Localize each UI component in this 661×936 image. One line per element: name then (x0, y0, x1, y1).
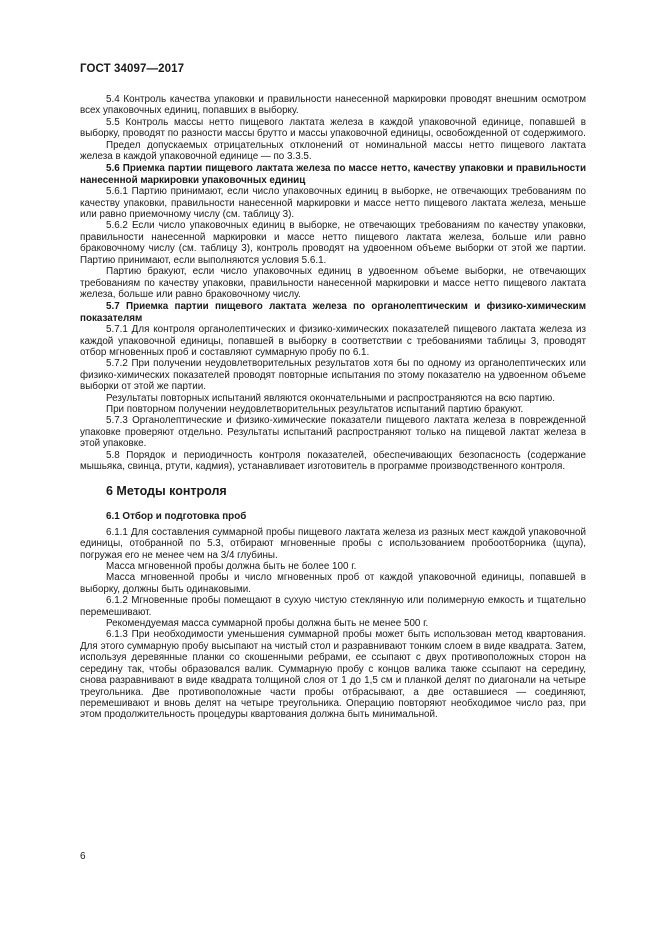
paragraph-6-1-3: 6.1.3 При необходимости уменьшения суммарной пробы может быть использован метод квартования. Для этого суммарную пробу высыпают на чистый стол и разравнивают тонким слоем в виде квадрата. Затем, используя деревянные планки со скошенными ребрами, ее ссыпают с двух противоположных сторон на середину так, чтобы образовался валик. Суммарную пробу с концов валика также ссыпают на середину, снова разравнивают в виде квадрата толщиной слоя от 1 до 1,5 см и планкой делят по диагонали на четыре треугольника. Две противоположные части пробы отбрасывают, а две оставшиеся — соединяют, перемешивают и вновь делят на четыре треугольника. Операцию повторяют необходимое число раз, при этом продолжительность процедуры квартования должна быть минимальной. (80, 629, 586, 721)
document-header: ГОСТ 34097—2017 (80, 63, 185, 75)
paragraph-repeat-reject: При повторном получении неудовлетворительных результатов испытаний партию бракуют. (106, 403, 524, 415)
paragraph-5-7-2: 5.7.2 При получении неудовлетворительных результатов хотя бы по одному из органолептических или физико-химических показателей проводят повторные испытания по этому показателю на удвоенном объеме выборки от этой же партии. (80, 358, 586, 393)
page-number: 6 (80, 851, 86, 862)
paragraph-recommended-mass: Рекомендуемая масса суммарной пробы должна быть не менее 500 г. (106, 618, 429, 630)
paragraph-6-1-2: 6.1.2 Мгновенные пробы помещают в сухую чистую стеклянную или полимерную емкость и тщательно перемешивают. (80, 595, 586, 618)
paragraph-5-7-3: 5.7.3 Органолептические и физико-химические показатели пищевого лактата железа в поврежденной упаковке проверяют отдельно. Результаты испытаний распространяют только на пищевой лактат железа в этой упаковке. (80, 415, 586, 450)
paragraph-reject-rule: Партию бракуют, если число упаковочных единиц в удвоенном объеме выборки, не отвечающих требованиям по качеству упаковки, правильности нанесенной маркировки и массе нетто пищевого лактата железа, больше или равно браковочному числу. (80, 266, 586, 300)
paragraph-5-7-1: 5.7.1 Для контроля органолептических и физико-химических показателей пищевого лактата железа из каждой упаковочной единицы, попавшей в выборку в соответствии с требованиями таблицы 3, проводят отбор мгновенных проб и составляют суммарную пробу по 6.1. (80, 324, 586, 358)
paragraph-5-4: 5.4 Контроль качества упаковки и правильности нанесенной маркировки проводят внешним осмотром всех упаковочных единиц, попавших в выборку. (80, 94, 586, 117)
subsection-heading-5-7: 5.7 Приемка партии пищевого лактата железа по органолептическим и физико-химическим показателям (80, 301, 586, 324)
subsection-heading-6-1: 6.1 Отбор и подготовка проб (106, 511, 247, 523)
paragraph-tolerance: Предел допускаемых отрицательных отклонений от номинальной массы нетто пищевого лактата железа в каждой упаковочной единице — по 3.3.5. (80, 139, 586, 163)
paragraph-5-8: 5.8 Порядок и периодичность контроля показателей, обеспечивающих безопасность (содержание мышьяка, свинца, ртути, кадмия), устанавливает изготовитель в программе производственного контроля. (80, 449, 586, 472)
paragraph-repeat-results: Результаты повторных испытаний являются окончательными и распространяются на всю партию. (106, 392, 555, 404)
paragraph-mass-equal: Масса мгновенной пробы и число мгновенных проб от каждой упаковочной единицы, попавшей в выборку, должны быть одинаковыми. (80, 572, 586, 595)
paragraph-6-1-1: 6.1.1 Для составления суммарной пробы пищевого лактата железа из разных мест каждой упаковочной единицы, отобранной по 5.3, отбирают мгновенные пробы с использованием пробоотборника (щупа), погружая его не менее чем на 3/4 глубины. (80, 526, 586, 561)
section-heading-6: 6 Методы контроля (106, 484, 227, 499)
document-body (80, 94, 586, 721)
paragraph-5-6-1: 5.6.1 Партию принимают, если число упаковочных единиц в выборке, не отвечающих требованиям по качеству упаковки, правильности нанесенной маркировки и массе нетто пищевого лактата железа, меньше или равно приемочному числу (см. таблицу 3). (80, 186, 586, 221)
paragraph-mass-instant: Масса мгновенной пробы должна быть не более 100 г. (106, 561, 357, 573)
paragraph-5-6-2: 5.6.2 Если число упаковочных единиц в выборке, не отвечающих требованиям по качеству упаковки, правильности нанесенной маркировки и массе нетто пищевого лактата железа, больше или равно браковочному числу (см. таблицу 3), контроль проводят на удвоенном объеме выборки от этой же партии. Партию принимают, если выполняются условия 5.6.1. (80, 220, 586, 266)
paragraph-5-5: 5.5 Контроль массы нетто пищевого лактата железа в каждой упаковочной единице, попавшей в выборку, проводят по разности массы брутто и массы упаковочной единицы, освобожденной от содержимого. (80, 116, 586, 140)
subsection-heading-5-6: 5.6 Приемка партии пищевого лактата железа по массе нетто, качеству упаковки и правильности нанесенной маркировки упаковочных единиц (80, 163, 586, 186)
